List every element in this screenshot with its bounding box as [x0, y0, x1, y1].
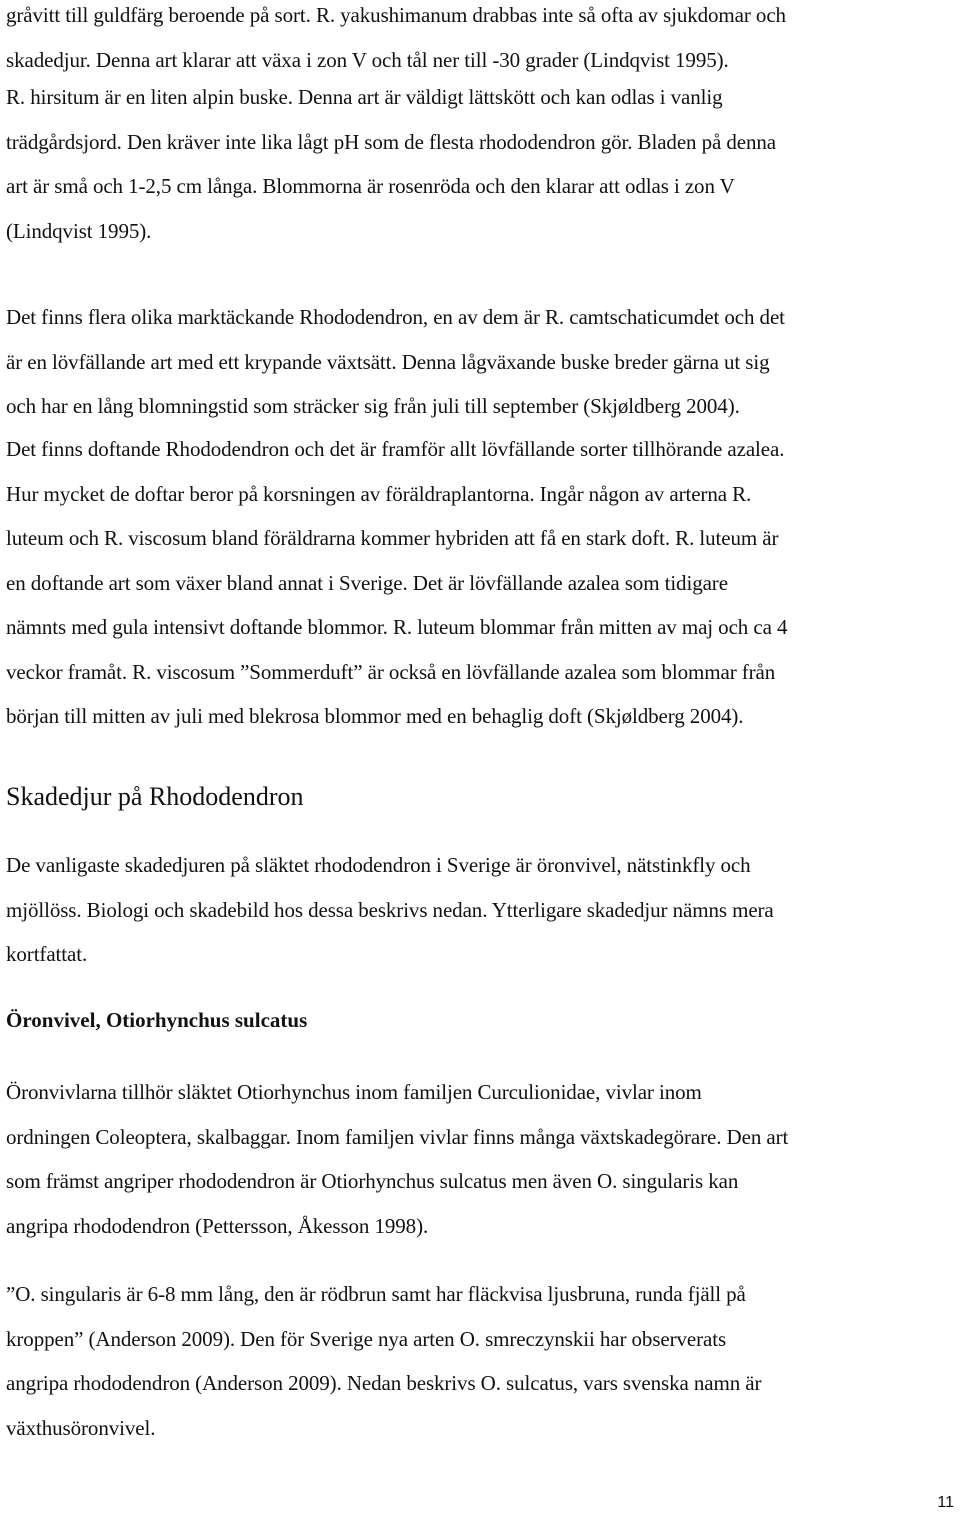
- paragraph-hirsitum: [6, 75, 776, 253]
- page-number: 11: [937, 1494, 954, 1511]
- paragraph-fragrant: [6, 427, 787, 739]
- paragraph-pests-intro: [6, 843, 774, 977]
- text-line: Det finns flera olika marktäckande Rhododendron, en av dem är R. camtschaticumdet och det: [6, 305, 785, 329]
- text-line: början till mitten av juli med blekrosa blommor med en behaglig doft (Skjøldberg 2004).: [6, 704, 744, 728]
- text-line: mjöllöss. Biologi och skadebild hos dessa beskrivs nedan. Ytterligare skadedjur nämns mera: [6, 897, 774, 922]
- text-line: trädgårdsjord. Den kräver inte lika lågt pH som de flesta rhododendron gör. Bladen på denna: [6, 129, 777, 154]
- text-line: R. hirsitum är en liten alpin buske. Denna art är väldigt lättskött och kan odlas i vanlig: [6, 85, 723, 109]
- text-line: och har en lång blomningstid som sträcker sig från juli till september (Skjøldberg 2004).: [6, 394, 740, 418]
- text-line: Det finns doftande Rhododendron och det är framför allt lövfällande sorter tillhörande azalea.: [6, 437, 785, 461]
- text-line: art är små och 1-2,5 cm långa. Blommorna är rosenröda och den klarar att odlas i zon V: [6, 174, 735, 198]
- text-line: Öronvivlarna tillhör släktet Otiorhynchus inom familjen Curculionidae, vivlar inom: [6, 1080, 702, 1104]
- paragraph-groundcover: [6, 295, 785, 429]
- text-line: angripa rhododendron (Pettersson, Åkesson 1998).: [6, 1213, 429, 1238]
- text-line: kroppen” (Anderson 2009). Den för Sverige nya arten O. smreczynskii har observerats: [6, 1326, 727, 1351]
- section-heading-pests: Skadedjur på Rhododendron: [6, 782, 304, 811]
- text-line: luteum och R. viscosum bland föräldrarna kommer hybriden att få en stark doft. R. luteum är: [6, 526, 779, 550]
- text-line: ordningen Coleoptera, skalbaggar. Inom familjen vivlar finns många växtskadegörare. Den art: [6, 1124, 789, 1149]
- text-line: veckor framåt. R. viscosum ”Sommerduft” är också en lövfällande azalea som blommar från: [6, 659, 776, 684]
- text-line: gråvitt till guldfärg beroende på sort. R. yakushimanum drabbas inte så ofta av sjukdomar och: [6, 3, 786, 27]
- text-line: är en lövfällande art med ett krypande växtsätt. Denna lågväxande buske breder gärna ut sig: [6, 349, 770, 374]
- text-line: Hur mycket de doftar beror på korsningen av föräldraplantorna. Ingår någon av arterna R.: [6, 481, 752, 506]
- text-line: skadedjur. Denna art klarar att växa i zon V och tål ner till -30 grader (Lindqvist 1995).: [6, 47, 729, 72]
- paragraph-singularis: [6, 1272, 761, 1450]
- text-line: (Lindqvist 1995).: [6, 218, 152, 243]
- subsection-heading-oronvivel: Öronvivel, Otiorhynchus sulcatus: [6, 1008, 308, 1032]
- text-line: som främst angriper rhododendron är Otiorhynchus sulcatus men även O. singularis kan: [6, 1169, 739, 1193]
- paragraph-yakushimanum: [6, 0, 786, 82]
- text-line: växthusöronvivel.: [6, 1415, 156, 1440]
- paragraph-oronvivel-taxonomy: [6, 1070, 788, 1248]
- text-line: ”O. singularis är 6-8 mm lång, den är rödbrun samt har fläckvisa ljusbruna, runda fjäll på: [6, 1282, 746, 1306]
- text-line: nämnts med gula intensivt doftande blommor. R. luteum blommar från mitten av maj och ca 4: [6, 615, 788, 639]
- text-line: kortfattat.: [6, 942, 88, 966]
- text-line: De vanligaste skadedjuren på släktet rhododendron i Sverige är öronvivel, nätstinkfly och: [6, 853, 751, 877]
- text-line: angripa rhododendron (Anderson 2009). Nedan beskrivs O. sulcatus, vars svenska namn är: [6, 1371, 762, 1395]
- text-line: en doftande art som växer bland annat i Sverige. Det är lövfällande azalea som tidigare: [6, 570, 728, 595]
